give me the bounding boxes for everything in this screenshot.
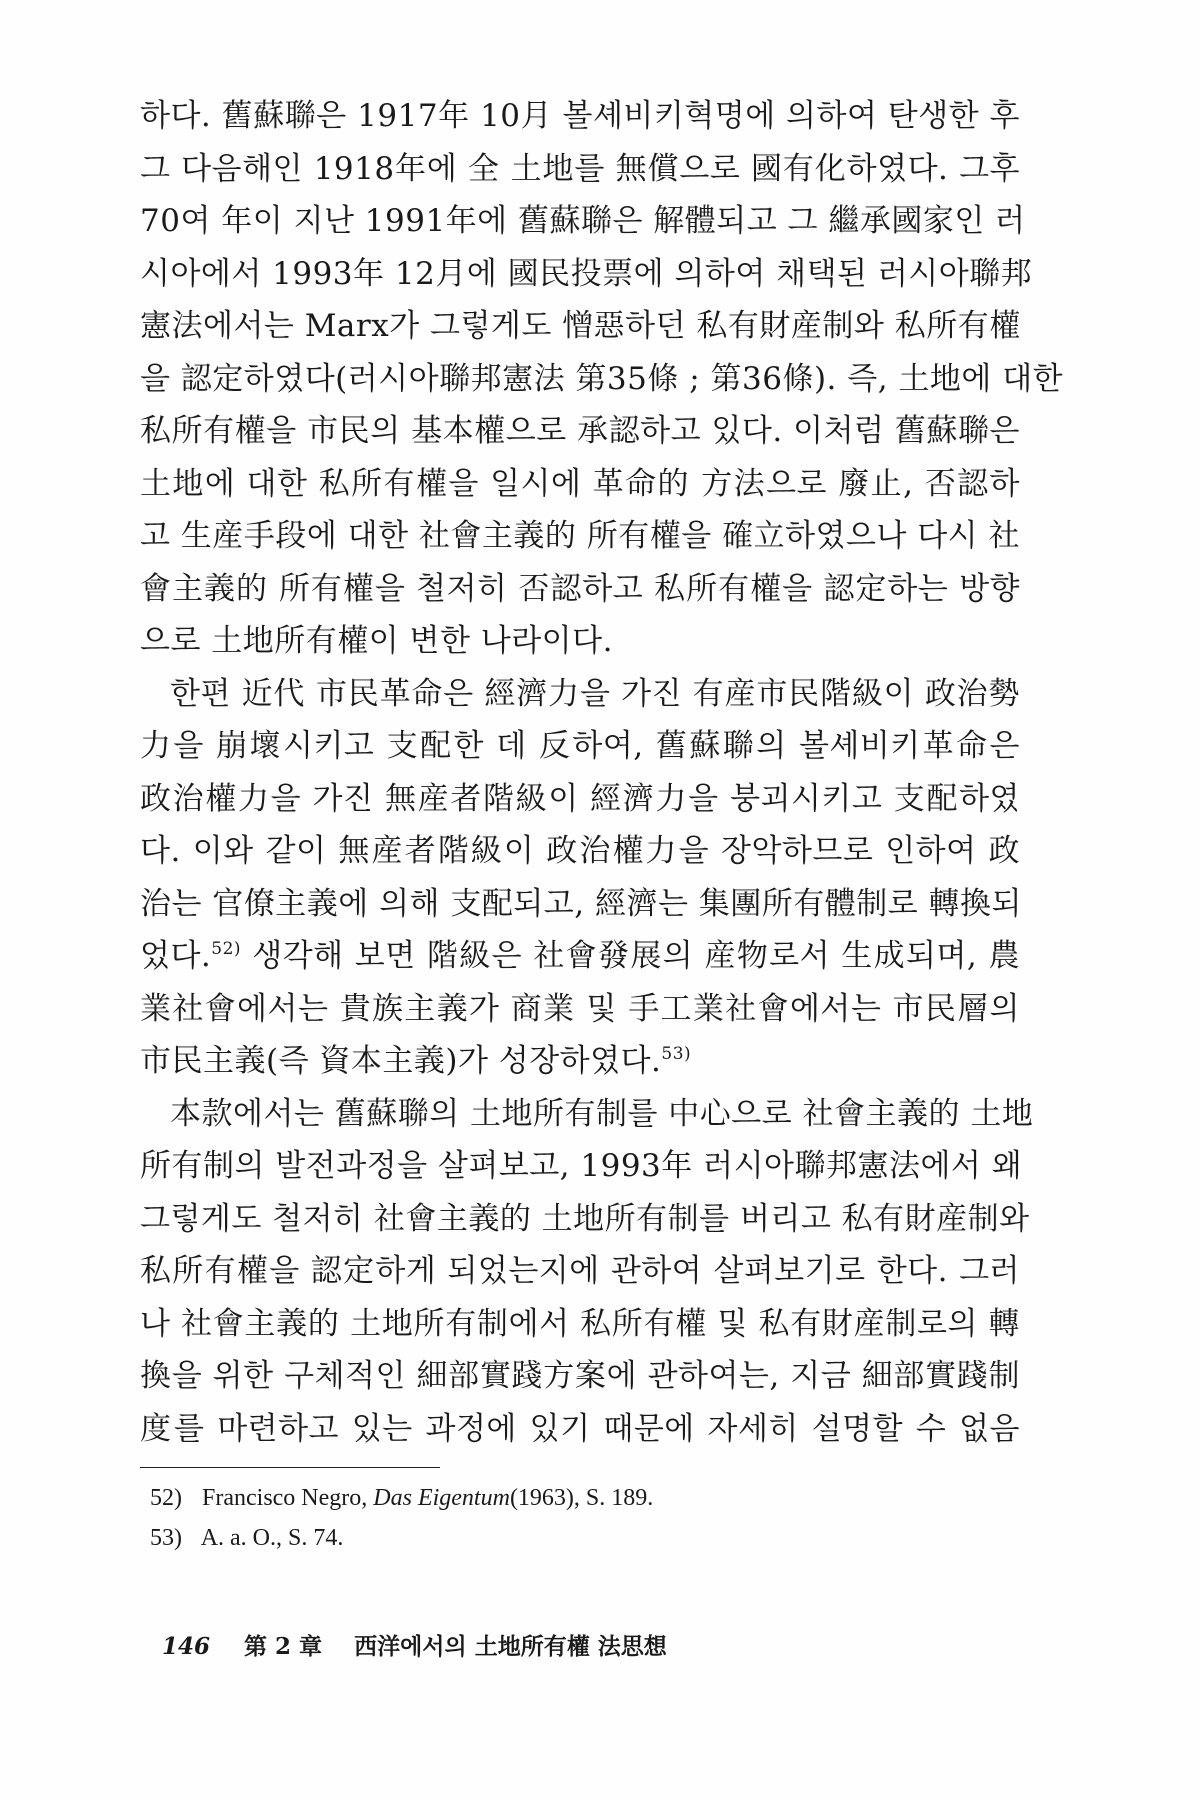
text-line: 으로 土地所有權이 변한 나라이다. (140, 623, 613, 659)
text-line: 한편 近代 市民革命은 經濟力을 가진 有産市民階級이 政治勢 (170, 675, 1020, 712)
text-segment: 생각해 보면 階級은 社會發展의 産物로서 生成되며, 農 (252, 938, 1020, 974)
footnote-divider (140, 1467, 440, 1468)
footnote-author: Francisco Negro, (202, 1485, 368, 1511)
text-segment: 었다. (140, 938, 212, 974)
text-line: 하다. 舊蘇聯은 1917年 10月 볼셰비키혁명에 의하여 탄생한 후 (140, 98, 1020, 134)
page-footer (162, 1628, 667, 1661)
text-line: 70여 年이 지난 1991年에 舊蘇聯은 解體되고 그 繼承國家인 러 (140, 203, 1026, 239)
footnote-53 (150, 1518, 1010, 1558)
text-line: 그 다음해인 1918年에 全 土地를 無償으로 國有化하였다. 그후 (140, 150, 1020, 187)
page-number: 146 (162, 1633, 211, 1660)
footnotes (150, 1478, 1010, 1558)
text-line: 憲法에서는 Marx가 그렇게도 憎惡하던 私有財産制와 私所有權 (140, 308, 1021, 344)
footnote-text: A. a. O., S. 74. (200, 1525, 344, 1551)
footnote-number: 52) (150, 1485, 182, 1511)
text-line-with-footnote-ref (140, 930, 1020, 983)
text-line: 그렇게도 철저히 社會主義的 土地所有制를 버리고 私有財産制와 (140, 1200, 1030, 1237)
footnote-title: Das Eigentum (373, 1485, 510, 1511)
text-line: 시아에서 1993年 12月에 國民投票에 의하여 채택된 러시아聯邦 (140, 255, 1033, 292)
text-line: 會主義的 所有權을 철저히 否認하고 私所有權을 認定하는 방향 (140, 570, 1020, 607)
text-line: 力을 崩壞시키고 支配한 데 反하여, 舊蘇聯의 볼셰비키革命은 (140, 728, 1020, 764)
text-line: 私所有權을 認定하게 되었는지에 관하여 살펴보기로 한다. 그러 (140, 1253, 1020, 1289)
text-line: 換을 위한 구체적인 細部實踐方案에 관하여는, 지금 細部實踐制 (140, 1358, 1020, 1394)
footnote-citation: (1963), S. 189. (509, 1485, 654, 1511)
chapter-title: 西洋에서의 土地所有權 法思想 (354, 1633, 667, 1660)
text-line: 나 社會主義的 土地所有制에서 私所有權 및 私有財産制로의 轉 (140, 1305, 1020, 1342)
text-line: 所有制의 발전과정을 살펴보고, 1993年 러시아聯邦憲法에서 왜 (140, 1148, 1023, 1184)
footnote-ref-52: 52) (211, 939, 242, 959)
text-segment: 市民主義(즉 資本主義)가 성장하였다. (140, 1043, 662, 1079)
text-line: 을 認定하였다(러시아聯邦憲法 第35條 ; 第36條). 즉, 土地에 대한 (140, 360, 1064, 397)
footnote-number: 53) (150, 1525, 182, 1551)
text-line: 고 生産手段에 대한 社會主義的 所有權을 確立하였으나 다시 社 (140, 518, 1020, 554)
text-line: 土地에 대한 私所有權을 일시에 革命的 方法으로 廢止, 否認하 (140, 465, 1020, 502)
text-line: 다. 이와 같이 無産者階級이 政治權力을 장악하므로 인하여 政 (140, 833, 1020, 869)
footnote-ref-53: 53) (661, 1044, 692, 1064)
footnote-52 (150, 1478, 1010, 1518)
text-line: 治는 官僚主義에 의해 支配되고, 經濟는 集團所有體制로 轉換되 (140, 885, 1022, 922)
text-line: 度를 마련하고 있는 과정에 있기 때문에 자세히 설명할 수 없음 (140, 1410, 1020, 1447)
text-line: 政治權力을 가진 無産者階級이 經濟力을 붕괴시키고 支配하였 (140, 780, 1020, 817)
text-line: 業社會에서는 貴族主義가 商業 및 手工業社會에서는 市民層의 (140, 990, 1020, 1027)
text-line: 私所有權을 市民의 基本權으로 承認하고 있다. 이처럼 舊蘇聯은 (140, 413, 1020, 449)
text-line-with-footnote-ref (140, 1035, 1020, 1088)
text-line: 本款에서는 舊蘇聯의 土地所有制를 中心으로 社會主義的 土地 (170, 1095, 1034, 1132)
chapter-label: 第 2 章 (244, 1633, 323, 1660)
body-text (140, 90, 1064, 1455)
